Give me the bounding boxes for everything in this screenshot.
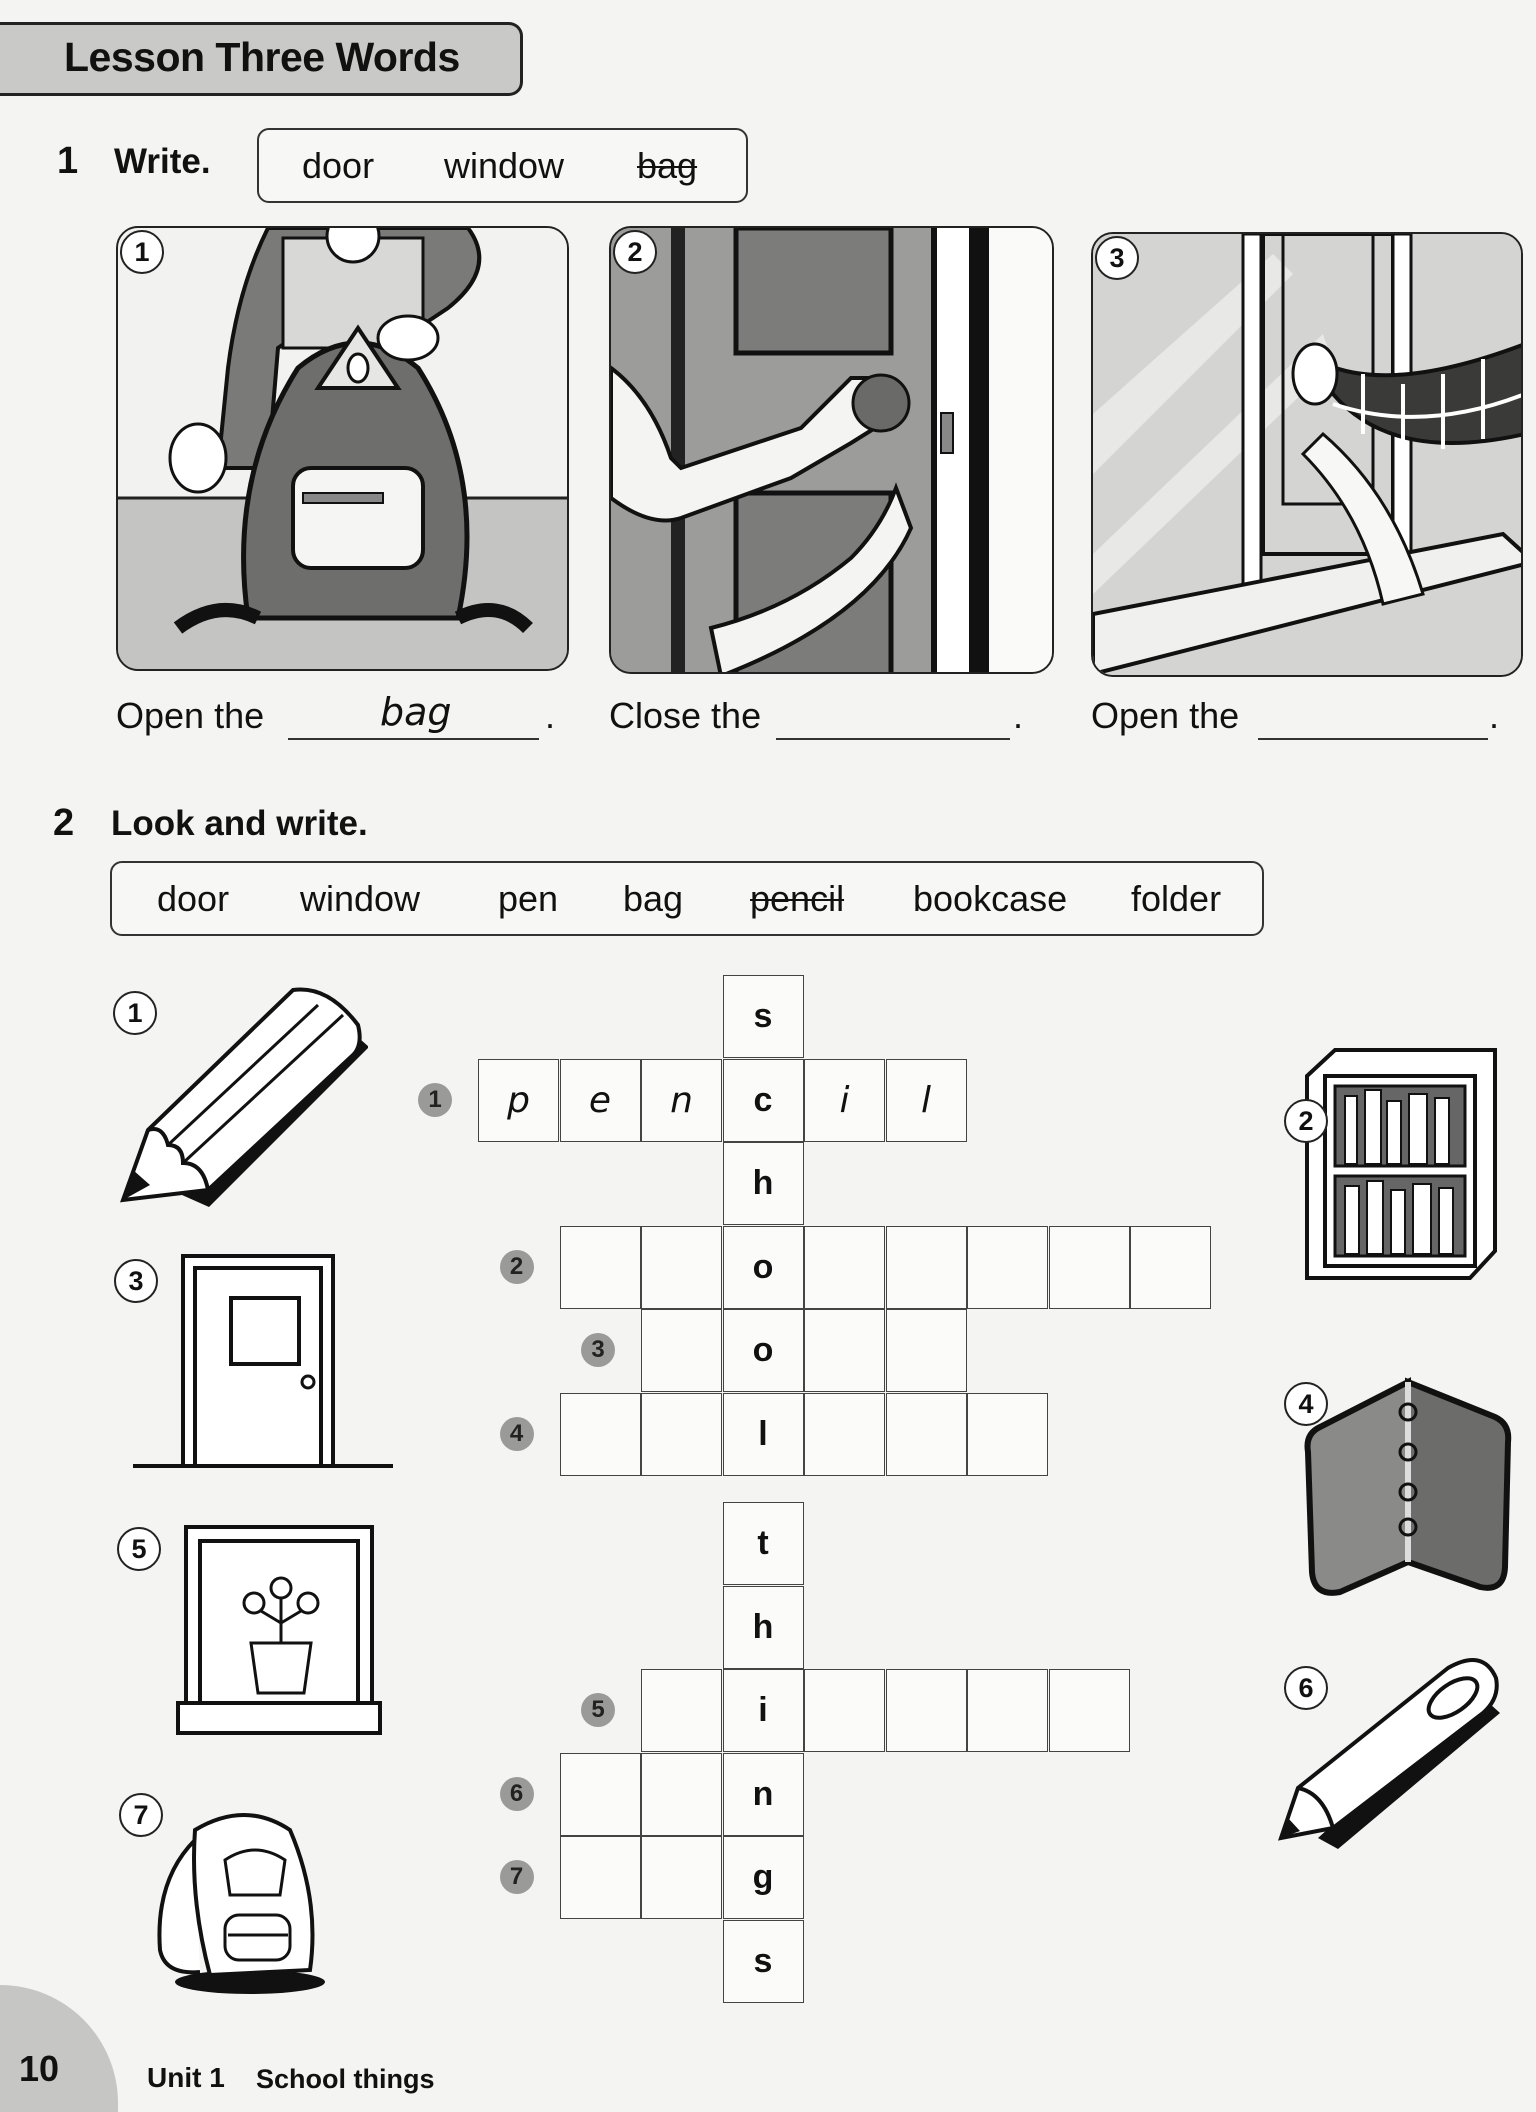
word-bank-item: bag: [623, 877, 684, 919]
picture-number-badge: 1: [120, 230, 164, 274]
crossword-cell-empty[interactable]: [641, 1226, 722, 1309]
crossword-cell-empty[interactable]: [886, 1226, 967, 1309]
bookcase-icon: [1305, 1046, 1500, 1282]
crossword-cell-empty[interactable]: [886, 1669, 967, 1752]
crossword-clue-number: 2: [500, 1250, 534, 1284]
crossword-cell-filled: h: [723, 1142, 804, 1225]
crossword-cell-filled: o: [723, 1226, 804, 1309]
crossword-cell-empty[interactable]: [641, 1836, 722, 1919]
crossword-cell-empty[interactable]: [1049, 1669, 1130, 1752]
crossword-cell-empty[interactable]: [886, 1393, 967, 1476]
crossword-cell-empty[interactable]: [1049, 1226, 1130, 1309]
folder-icon: [1300, 1372, 1515, 1604]
exercise-1-instruction: Write.: [114, 142, 211, 181]
picture-number-badge: 7: [119, 1793, 163, 1837]
exercise-2-instruction: Look and write.: [111, 804, 368, 843]
exercise-2-number: 2: [53, 802, 75, 844]
crossword-clue-number: 5: [581, 1693, 615, 1727]
crossword-cell-empty[interactable]: [804, 1309, 885, 1392]
crossword-cell-filled: p: [478, 1059, 559, 1142]
word-bank-item-crossed: bag: [637, 144, 698, 186]
crossword-cell-empty[interactable]: [804, 1226, 885, 1309]
crossword-cell-filled: h: [723, 1586, 804, 1669]
door-icon: [133, 1252, 395, 1472]
crossword-cell-empty[interactable]: [560, 1393, 641, 1476]
crossword-cell-empty[interactable]: [967, 1393, 1048, 1476]
crossword-cell-empty[interactable]: [641, 1393, 722, 1476]
picture-number-badge: 2: [613, 230, 657, 274]
sentence-1-answer: bag: [380, 690, 452, 734]
window-scene-illustration: [1093, 234, 1523, 677]
picture-number-badge: 1: [113, 991, 157, 1035]
word-bank-item: door: [302, 144, 375, 186]
crossword-cell-empty[interactable]: [804, 1669, 885, 1752]
crossword-cell-empty[interactable]: [560, 1753, 641, 1836]
crossword-cell-filled: e: [560, 1059, 641, 1142]
crossword-cell-empty[interactable]: [967, 1226, 1048, 1309]
crossword-cell-empty[interactable]: [560, 1226, 641, 1309]
word-bank-item-crossed: pencil: [750, 877, 845, 919]
word-bank-item: door: [157, 877, 230, 919]
crossword-cell-empty[interactable]: [641, 1309, 722, 1392]
sentence-3-period: .: [1489, 695, 1500, 736]
word-bank-item: window: [300, 877, 421, 919]
crossword-cell-empty[interactable]: [1130, 1226, 1211, 1309]
sentence-1-period: .: [545, 695, 556, 736]
crossword-cell-empty[interactable]: [641, 1753, 722, 1836]
picture-number-badge: 4: [1284, 1382, 1328, 1426]
crossword-cell-filled: o: [723, 1309, 804, 1392]
crossword-cell-empty[interactable]: [560, 1836, 641, 1919]
sentence-3-answer-blank[interactable]: [1258, 694, 1488, 740]
door-scene-illustration: [611, 228, 1054, 674]
crossword-cell-filled: g: [723, 1836, 804, 1919]
picture-opening-backpack: [116, 226, 569, 671]
crossword-cell-empty[interactable]: [641, 1669, 722, 1752]
picture-number-badge: 5: [117, 1527, 161, 1571]
picture-closing-door: [609, 226, 1054, 674]
sentence-3-prefix: Open the: [1091, 695, 1240, 736]
backpack-scene-illustration: [118, 228, 569, 671]
window-icon: [176, 1523, 384, 1737]
crossword-cell-filled: s: [723, 1920, 804, 2003]
word-bank-item: bookcase: [913, 877, 1068, 919]
crossword-clue-number: 1: [418, 1083, 452, 1117]
sentence-2-prefix: Close the: [609, 695, 762, 736]
crossword-cell-filled: s: [723, 975, 804, 1058]
picture-number-badge: 3: [114, 1259, 158, 1303]
exercise-2-word-bank: [110, 861, 1264, 936]
footer-unit: Unit 1: [147, 2062, 225, 2093]
picture-opening-window: [1091, 232, 1523, 677]
crossword-clue-number: 7: [500, 1860, 534, 1894]
crossword-cell-filled: c: [723, 1059, 804, 1142]
crossword-clue-number: 3: [581, 1333, 615, 1367]
sentence-2-answer-blank[interactable]: [776, 694, 1010, 740]
crossword-clue-number: 6: [500, 1777, 534, 1811]
picture-number-badge: 2: [1284, 1099, 1328, 1143]
crossword-clue-number: 4: [500, 1417, 534, 1451]
crossword-cell-empty[interactable]: [804, 1393, 885, 1476]
crossword-cell-filled: i: [804, 1059, 885, 1142]
exercise-1-word-bank: [257, 128, 748, 203]
picture-number-badge: 6: [1284, 1666, 1328, 1710]
picture-number-badge: 3: [1095, 236, 1139, 280]
exercise-1-number: 1: [57, 140, 79, 182]
crossword-cell-empty[interactable]: [967, 1669, 1048, 1752]
crossword-cell-filled: l: [723, 1393, 804, 1476]
crossword-cell-filled: n: [641, 1059, 722, 1142]
sentence-2-period: .: [1013, 695, 1024, 736]
crossword-cell-filled: t: [723, 1502, 804, 1585]
word-bank-item: folder: [1131, 877, 1222, 919]
page-number: 10: [19, 2048, 60, 2089]
crossword-cell-filled: i: [723, 1669, 804, 1752]
word-bank-item: pen: [498, 877, 559, 919]
sentence-1-prefix: Open the: [116, 695, 265, 736]
crossword-cell-filled: l: [886, 1059, 967, 1142]
lesson-title: Lesson Three Words: [64, 34, 460, 80]
bag-icon: [150, 1800, 335, 1995]
crossword-cell-empty[interactable]: [886, 1309, 967, 1392]
word-bank-item: window: [444, 144, 565, 186]
crossword-cell-filled: n: [723, 1753, 804, 1836]
footer-unit-title: School things: [256, 2064, 435, 2094]
